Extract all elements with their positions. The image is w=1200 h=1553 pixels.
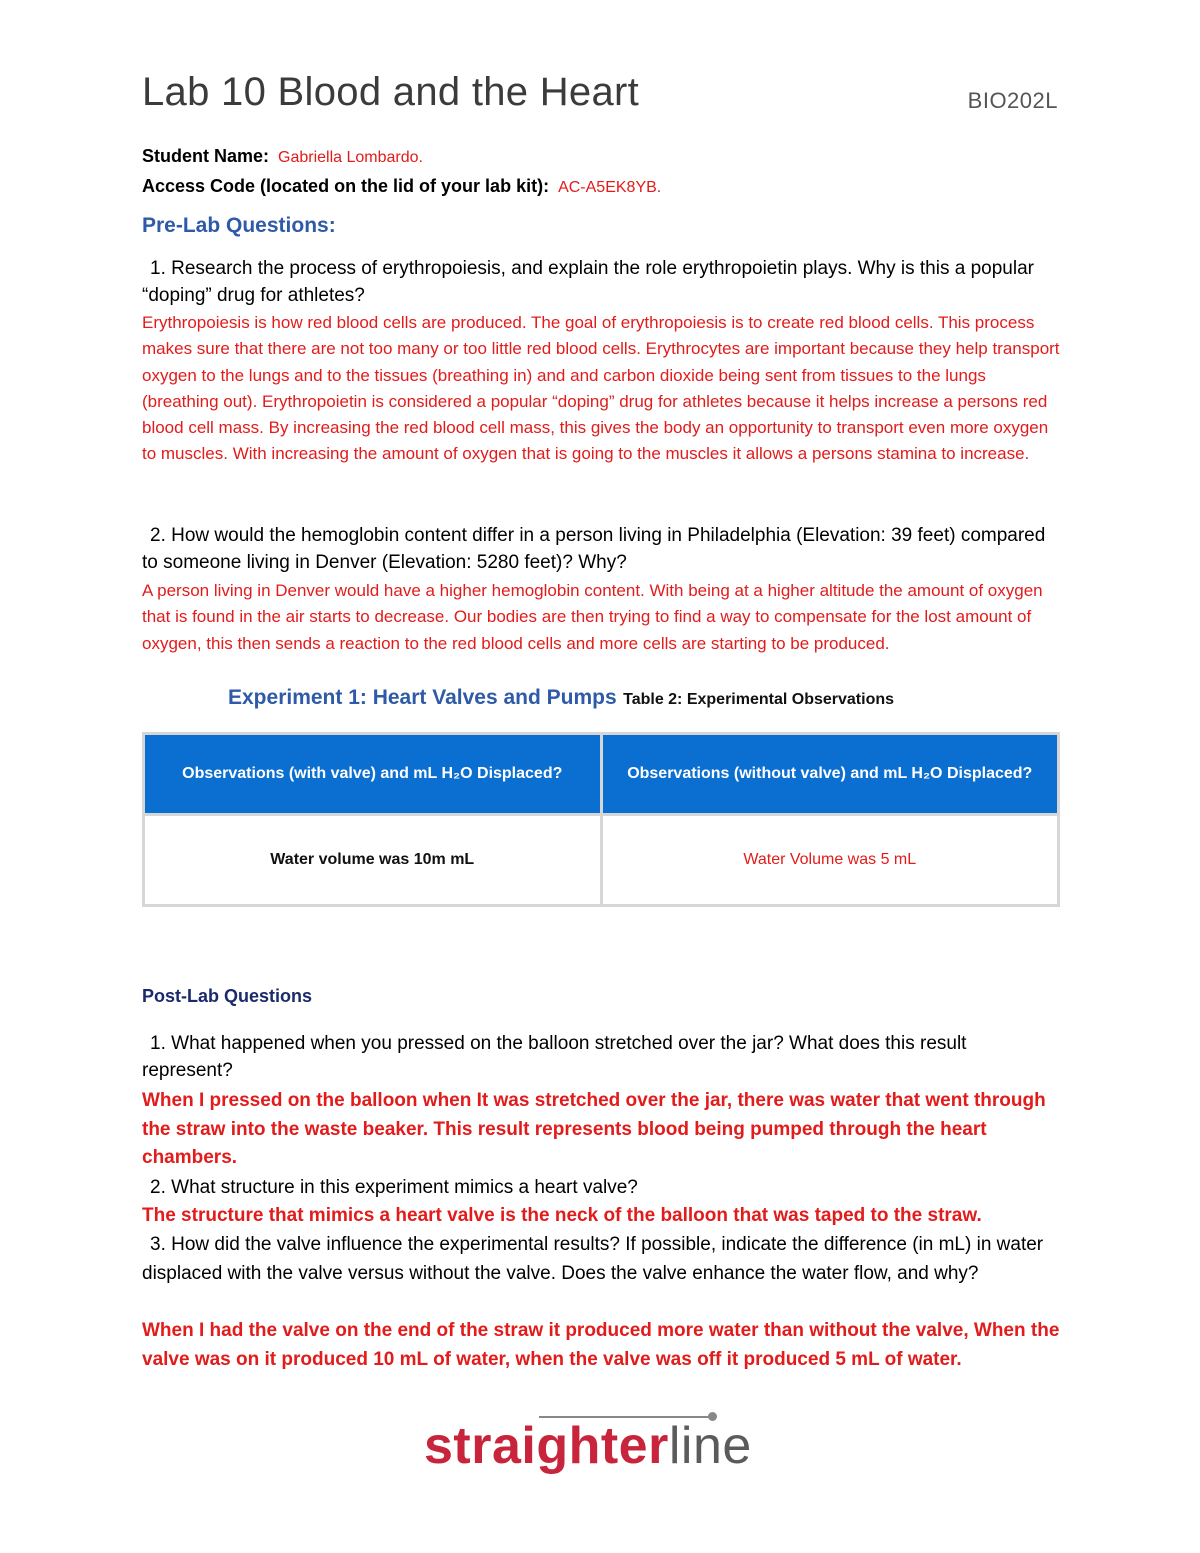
question-number: 3. <box>150 1234 166 1255</box>
access-code-line <box>142 176 661 197</box>
question-number: 2. <box>150 525 166 546</box>
table-header-without-valve: Observations (without valve) and mL H₂O Displaced? <box>601 734 1059 815</box>
experiment-title: Experiment 1: Heart Valves and Pumps <box>228 686 617 709</box>
table-header-row <box>144 734 1059 815</box>
table-row <box>144 815 1059 906</box>
prelab-answer-2: A person living in Denver would have a higher hemoglobin content. With being at a higher altitude the amount of oxygen that is found in the air starts to decrease. Our bodies are then trying to find a way to compensate for the lost amount of oxygen, this then sends a reaction to the red blood cells and more cells are starting to be produced. <box>142 581 1043 653</box>
student-name-line <box>142 146 423 167</box>
experiment-heading-row <box>228 686 894 710</box>
question-text: Research the process of erythropoiesis, and explain the role erythropoietin plays. Why is this a popular “doping” drug for athletes? <box>142 258 1034 306</box>
straighterline-logo <box>424 1416 752 1486</box>
postlab-question-2 <box>142 1174 1062 1201</box>
observations-table <box>142 732 1060 907</box>
table-header-with-valve: Observations (with valve) and mL H₂O Displaced? <box>144 734 602 815</box>
postlab-question-3 <box>142 1231 1062 1288</box>
logo-text-bold: straighter <box>424 1417 669 1475</box>
postlab-heading: Post-Lab Questions <box>142 986 313 1006</box>
access-code-value: AC-A5EK8YB. <box>558 179 662 196</box>
logo-text-light: line <box>668 1417 752 1475</box>
postlab-answer-2: The structure that mimics a heart valve is the neck of the balloon that was taped to the straw. <box>142 1205 982 1226</box>
postlab-answer-1: When I pressed on the balloon when It was stretched over the jar, there was water that went through the straw into the waste beaker. This result represents blood being pumped through the heart chambers. <box>142 1090 1046 1168</box>
question-text: How would the hemoglobin content differ in a person living in Philadelphia (Elevation: 39 feet) compared to someone living in Denver (Elevation: 5280 feet)? Why? <box>142 525 1046 573</box>
question-number: 2. <box>150 1177 166 1198</box>
student-name-label: Student Name: <box>142 146 270 166</box>
question-text: What happened when you pressed on the balloon stretched over the jar? What does this result represent? <box>142 1033 967 1081</box>
postlab-question-1 <box>142 1030 1062 1084</box>
table-caption: Table 2: Experimental Observations <box>623 691 895 708</box>
prelab-question-1 <box>142 255 1062 309</box>
question-text: What structure in this experiment mimics a heart valve? <box>171 1177 638 1198</box>
student-name-value: Gabriella Lombardo. <box>278 149 423 166</box>
table-cell-with-valve: Water volume was 10m mL <box>144 815 602 906</box>
page-title: Lab 10 Blood and the Heart <box>142 70 640 114</box>
question-number: 1. <box>150 1033 166 1054</box>
postlab-answer-3: When I had the valve on the end of the straw it produced more water than without the valve, When the valve was on it produced 10 mL of water, when the valve was off it produced 5 mL of water. <box>142 1320 1060 1370</box>
access-code-label: Access Code (located on the lid of your lab kit): <box>142 176 550 196</box>
prelab-question-2 <box>142 522 1062 576</box>
prelab-heading: Pre-Lab Questions: <box>142 214 336 237</box>
course-code: BIO202L <box>967 88 1058 113</box>
table-cell-without-valve: Water Volume was 5 mL <box>601 815 1059 906</box>
prelab-answer-1: Erythropoiesis is how red blood cells are produced. The goal of erythropoiesis is to create red blood cells. This process makes sure that there are not too many or too little red blood cells. Erythrocytes are important because they help transport oxygen to the lungs and to the tissues (breathing in) and and carbon dioxide being sent from tissues to the lungs (breathing out). Erythropoietin is considered a popular “doping” drug for athletes because it helps increase a persons red blood cell mass. By increasing the red blood cell mass, this gives the body an opportunity to transport even more oxygen to muscles. With increasing the amount of oxygen that is going to the muscles it allows a persons stamina to increase. <box>142 313 1060 464</box>
question-text: How did the valve influence the experimental results? If possible, indicate the difference (in mL) in water displaced with the valve versus without the valve. Does the valve enhance the water flow, and why? <box>142 1234 1044 1284</box>
question-number: 1. <box>150 258 166 279</box>
